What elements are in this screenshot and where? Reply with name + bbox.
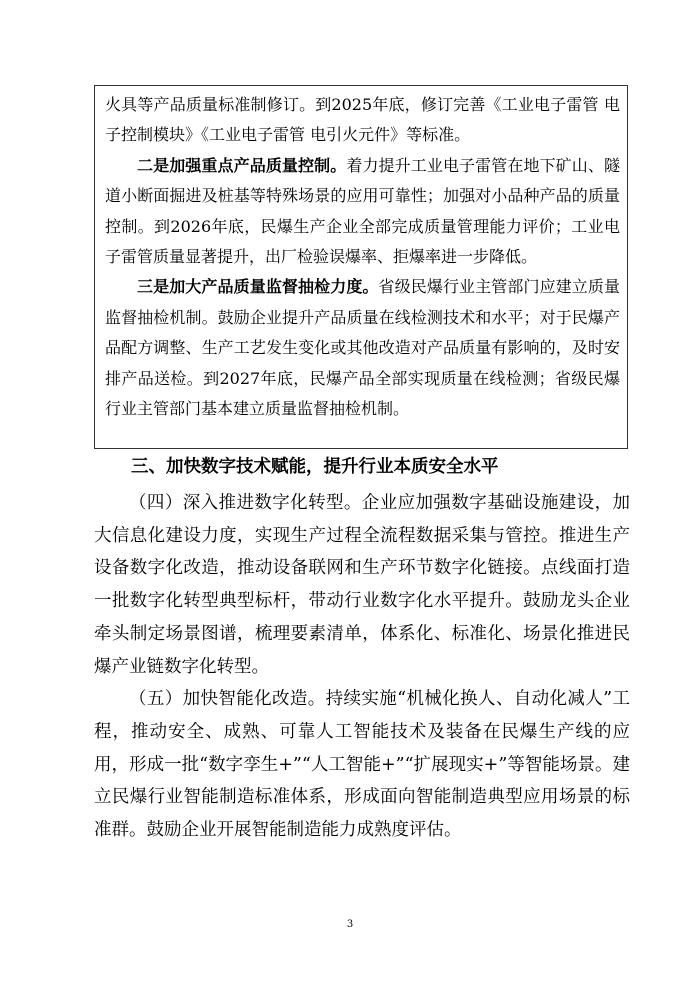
box-paragraph-3 <box>105 272 620 424</box>
box-paragraph-1: 火具等产品质量标准制修订。到2025年底，修订完善《工业电子雷管 电子控制模块》《工业电子雷管 电引火元件》等标准。 <box>105 95 620 145</box>
highlight-box-text <box>105 90 620 424</box>
box-paragraph-3-body: 省级民爆行业主管部门应建立质量监督抽检机制。鼓励企业提升产品质量在线检测技术和水平；对于民爆产品配方调整、生产工艺发生变化或其他改造对产品质量有影响的，及时安排产品送检。到2027年底，民爆产品全部实现质量在线检测；省级民爆行业主管部门基本建立质量监督抽检机制。 <box>105 277 620 419</box>
body-text <box>94 487 630 847</box>
paragraph-4: （四）深入推进数字化转型。企业应加强数字基础设施建设，加大信息化建设力度，实现生产过程全流程数据采集与管控。推进生产设备数字化改造，推动设备联网和生产环节数字化链接。点线面打造一批数字化转型典型标杆，带动行业数字化水平提升。鼓励龙头企业牵头制定场景图谱，梳理要素清单，体系化、标准化、场景化推进民爆产业链数字化转型。 <box>94 493 630 677</box>
paragraph-5: （五）加快智能化改造。持续实施“机械化换人、自动化减人”工程，推动安全、成熟、可靠人工智能技术及装备在民爆生产线的应用，形成一批“数字孪生+”“人工智能+”“扩展现实+”等智能场景。建立民爆行业智能制造标准体系，形成面向智能制造典型应用场景的标准群。鼓励企业开展智能制造能力成熟度评估。 <box>94 689 630 841</box>
box-paragraph-3-heading: 三是加大产品质量监督抽检力度。 <box>137 277 379 297</box>
section-heading: 三、加快数字技术赋能，提升行业本质安全水平 <box>131 457 499 477</box>
box-paragraph-2-body: 着力提升工业电子雷管在地下矿山、隧道小断面掘进及桩基等特殊场景的应用可靠性；加强对小品种产品的质量控制。到2026年底，民爆生产企业全部完成质量管理能力评价；工业电子雷管质量显著提升，出厂检验误爆率、拒爆率进一步降低。 <box>105 155 620 267</box>
box-paragraph-2-heading: 二是加强重点产品质量控制。 <box>137 155 347 175</box>
box-paragraph-2 <box>105 151 620 273</box>
page-number: 3 <box>346 919 354 930</box>
